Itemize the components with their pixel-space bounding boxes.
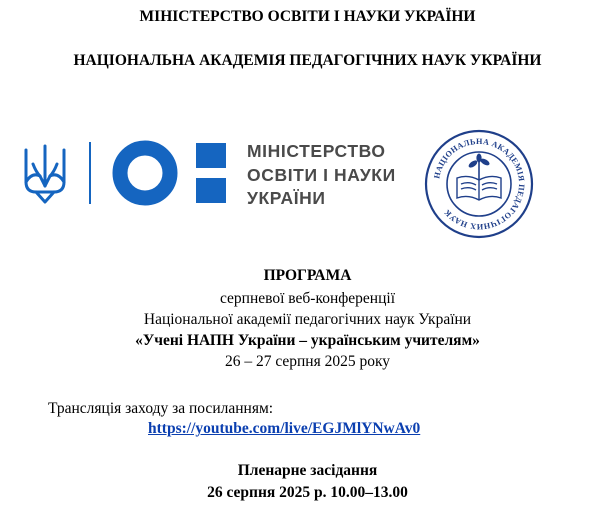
stream-label: Трансляція заходу за посиланням:	[48, 400, 274, 417]
mon-text-line: УКРАЇНИ	[247, 188, 326, 208]
ministry-heading: МІНІСТЕРСТВО ОСВІТИ І НАУКИ УКРАЇНИ	[139, 8, 476, 25]
program-subtitle: серпневої веб-конференції	[219, 290, 395, 307]
program-dates: 26 – 27 серпня 2025 року	[224, 353, 391, 370]
logos-row	[0, 120, 615, 250]
academy-heading: НАЦІОНАЛЬНА АКАДЕМІЯ ПЕДАГОГІЧНИХ НАУК УКРАЇНИ	[73, 52, 542, 69]
plenary-time: 26 серпня 2025 р. 10.00–13.00	[207, 484, 408, 501]
program-theme: «Учені НАПН України – українським учителям»	[135, 332, 480, 349]
mon-logo-text	[247, 140, 396, 211]
mon-squares-icon	[196, 143, 226, 208]
program-title: ПРОГРАМА	[263, 267, 352, 284]
napn-seal-icon	[423, 128, 535, 245]
plenary-title: Пленарне засідання	[237, 462, 378, 479]
mon-text-line: ОСВІТИ І НАУКИ	[247, 164, 396, 185]
program-organizer: Національної академії педагогічних наук України	[143, 311, 472, 328]
mon-text-line: МІНІСТЕРСТВО	[247, 141, 386, 161]
logo-divider	[89, 142, 91, 204]
stream-link[interactable]: https://youtube.com/live/EGJMlYNwAv0	[148, 420, 421, 437]
mon-circle-icon	[112, 140, 178, 211]
trident-icon	[22, 142, 68, 211]
svg-text:НАЦІОНАЛЬНА АКАДЕМІЯ ПЕДАГОГІЧ: НАЦІОНАЛЬНА АКАДЕМІЯ ПЕДАГОГІЧНИХ НАУК	[432, 136, 527, 232]
